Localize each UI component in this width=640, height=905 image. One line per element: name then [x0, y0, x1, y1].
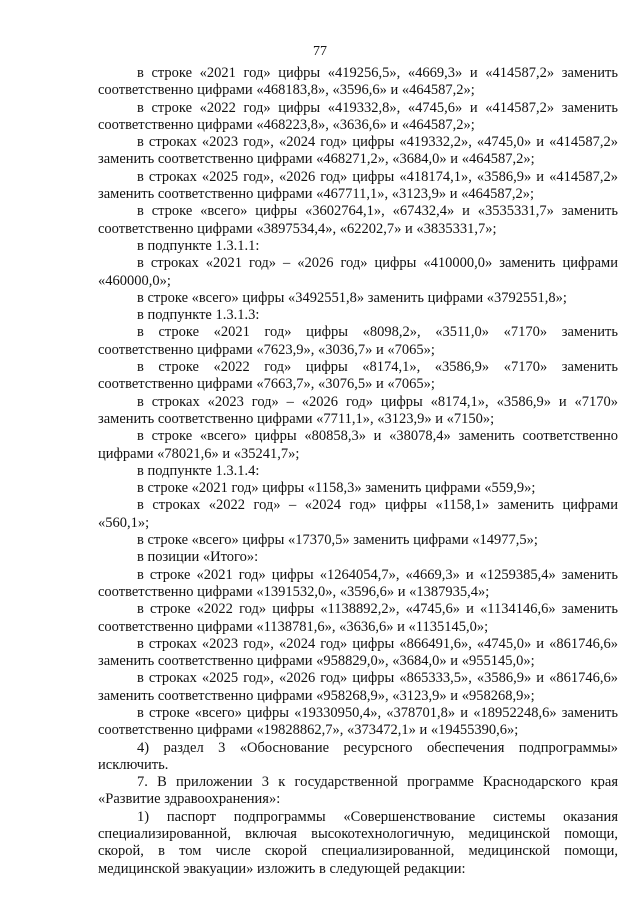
paragraph: 7. В приложении 3 к государственной программе Краснодарского края «Развитие здравоохранения»:	[98, 774, 618, 808]
paragraph: в строках «2021 год» – «2026 год» цифры «410000,0» заменить цифрами «460000,0»;	[98, 255, 618, 289]
paragraph: в строках «2023 год», «2024 год» цифры «419332,2», «4745,0» и «414587,2» заменить соответственно цифрами «468271,2», «3684,0» и «464587,2»;	[98, 134, 618, 168]
paragraph: в строке «2022 год» цифры «8174,1», «3586,9» «7170» заменить соответственно цифрами «7663,7», «3076,5» и «7065»;	[98, 359, 618, 393]
paragraph: в строке «2022 год» цифры «1138892,2», «4745,6» и «1134146,6» заменить соответственно цифрами «1138781,6», «3636,6» и «1135145,0»;	[98, 601, 618, 635]
paragraph: в строке «2022 год» цифры «419332,8», «4745,6» и «414587,2» заменить соответственно цифрами «468223,8», «3636,6» и «464587,2»;	[98, 99, 618, 133]
paragraph: в строках «2022 год» – «2024 год» цифры «1158,1» заменить цифрами «560,1»;	[98, 497, 618, 531]
paragraph: в строке «всего» цифры «80858,3» и «38078,4» заменить соответственно цифрами «78021,6» и «35241,7»;	[98, 428, 618, 462]
paragraph: в строках «2025 год», «2026 год» цифры «418174,1», «3586,9» и «414587,2» заменить соответственно цифрами «467711,1», «3123,9» и «464587,2»;	[98, 168, 618, 203]
paragraph: в подпункте 1.3.1.1:	[137, 237, 260, 254]
paragraph: в строке «2021 год» цифры «1158,3» заменить цифрами «559,9»;	[137, 480, 536, 497]
paragraph: в строке «всего» цифры «17370,5» заменить цифрами «14977,5»;	[137, 532, 538, 549]
paragraph: в строке «2021 год» цифры «419256,5», «4669,3» и «414587,2» заменить соответственно цифрами «468183,8», «3596,6» и «464587,2»;	[98, 65, 618, 99]
paragraph: 4) раздел 3 «Обоснование ресурсного обеспечения подпрограммы» исключить.	[98, 739, 618, 773]
paragraph: в строке «2021 год» цифры «1264054,7», «4669,3» и «1259385,4» заменить соответственно цифрами «1391532,0», «3596,6» и «1387935,4»;	[98, 566, 618, 600]
paragraph: в строках «2025 год», «2026 год» цифры «865333,5», «3586,9» и «861746,6» заменить соответственно цифрами «958268,9», «3123,9» и «958268,9»;	[98, 670, 618, 704]
paragraph: в строке «всего» цифры «3492551,8» заменить цифрами «3792551,8»;	[137, 289, 567, 306]
paragraph: в строке «всего» цифры «19330950,4», «378701,8» и «18952248,6» заменить соответственно цифрами «19828862,7», «373472,1» и «19455390,6»;	[98, 704, 618, 739]
document-body	[98, 65, 618, 878]
page-number: 77	[313, 44, 327, 59]
paragraph: в подпункте 1.3.1.4:	[137, 462, 260, 479]
paragraph: в строках «2023 год» – «2026 год» цифры «8174,1», «3586,9» и «7170» заменить соответственно цифрами «7711,1», «3123,9» и «7150»;	[98, 393, 618, 427]
paragraph: в подпункте 1.3.1.3:	[137, 307, 260, 324]
paragraph: в строке «всего» цифры «3602764,1», «67432,4» и «3535331,7» заменить соответственно цифрами «3897534,4», «62202,7» и «3835331,7»;	[98, 203, 618, 237]
paragraph: 1) паспорт подпрограммы «Совершенствование системы оказания специализированной, включая высокотехнологичную, медицинской помощи, скорой, в том числе скорой специализированной, медицинской помощи, медицинской эвакуации» изложить в следующей редакции:	[98, 808, 618, 877]
paragraph: в строке «2021 год» цифры «8098,2», «3511,0» «7170» заменить соответственно цифрами «7623,9», «3036,7» и «7065»;	[98, 324, 618, 358]
paragraph: в позиции «Итого»:	[137, 549, 259, 566]
paragraph: в строках «2023 год», «2024 год» цифры «866491,6», «4745,0» и «861746,6» заменить соответственно цифрами «958829,0», «3684,0» и «955145,0»;	[98, 635, 618, 670]
